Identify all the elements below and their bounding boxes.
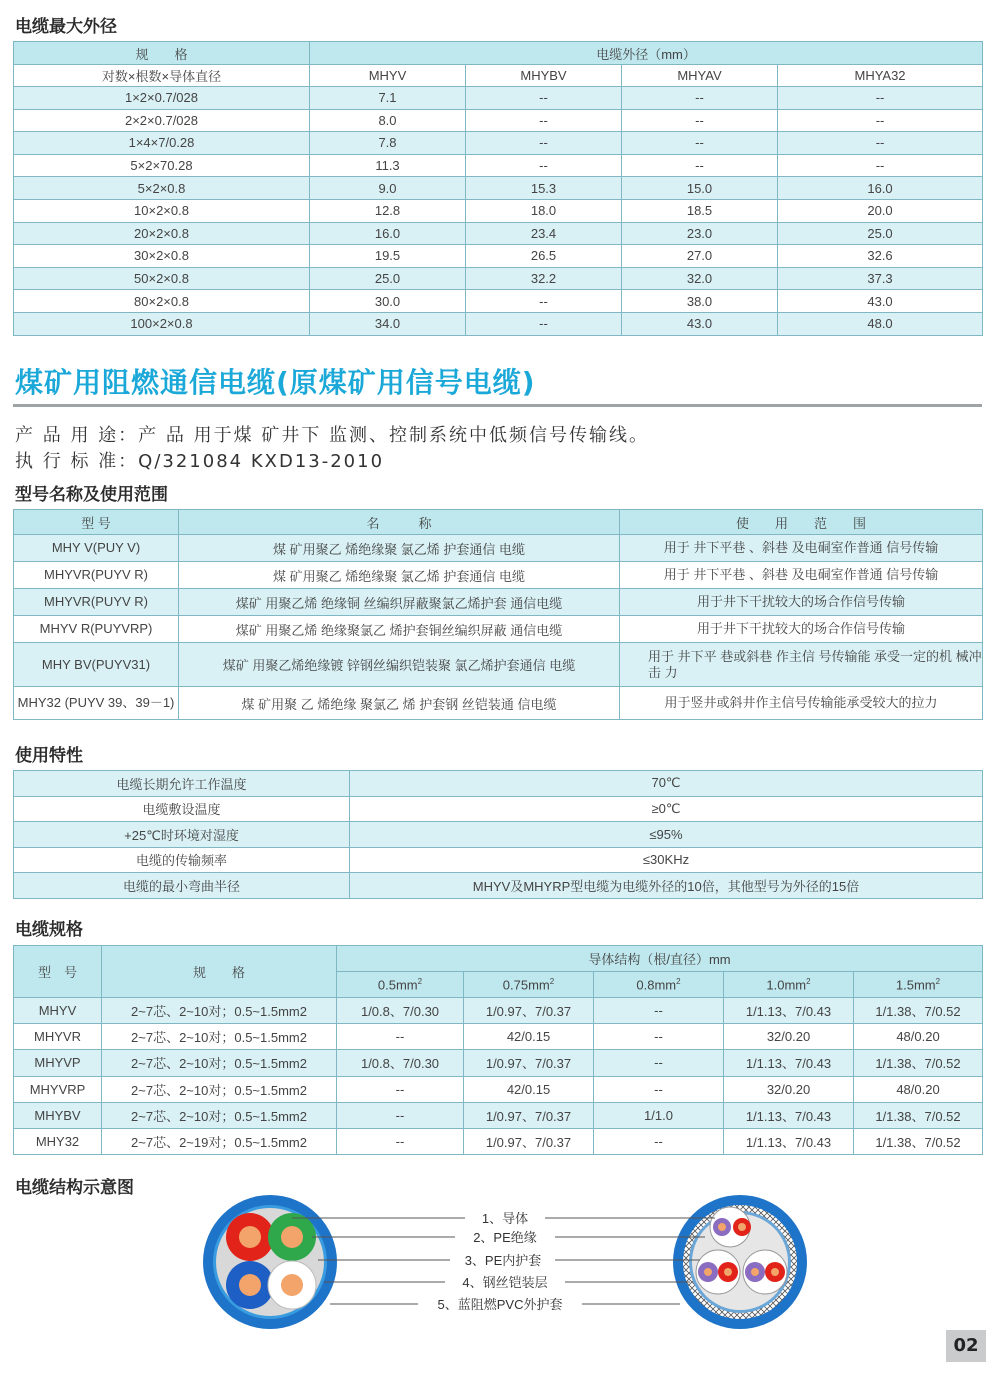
table-cell: 48/0.20 — [854, 1024, 983, 1050]
table-cell: 用于井下干扰较大的场合作信号传输 — [620, 589, 983, 616]
table-cell: -- — [622, 87, 778, 110]
table-cell: MHYVR(PUYV R) — [14, 562, 179, 589]
table-cell: 11.3 — [310, 154, 466, 177]
table-cell: 48.0 — [778, 312, 983, 335]
table-cell: 用于井下干扰较大的场合作信号传输 — [620, 616, 983, 643]
col-head: 型 号 — [14, 510, 179, 535]
table-cell: 2×2×0.7/028 — [14, 109, 310, 132]
table-cell: 1/1.13、7/0.43 — [724, 1102, 854, 1128]
table-cell: 16.0 — [778, 177, 983, 200]
table-cell: 1/0.97、7/0.37 — [464, 1050, 594, 1076]
table-cell: 8.0 — [310, 109, 466, 132]
table-row — [14, 822, 983, 848]
product-standard: 执 行 标 准：Q/321084 KXD13-2010 — [15, 451, 385, 472]
section-title-specs: 电缆规格 — [15, 920, 83, 940]
table-row — [14, 589, 983, 616]
table-cell: MHY32 (PUYV 39、39－1) — [14, 687, 179, 720]
table-cell: 1/0.97、7/0.37 — [464, 998, 594, 1024]
table-cell: MHY V(PUY V) — [14, 535, 179, 562]
table-cell: 16.0 — [310, 222, 466, 245]
table-row — [14, 132, 983, 155]
table-cell: 1/1.38、7/0.52 — [854, 1050, 983, 1076]
table-row — [14, 312, 983, 335]
characteristics-table — [13, 770, 983, 899]
table-row — [14, 1102, 983, 1128]
table-cell: 5×2×70.28 — [14, 154, 310, 177]
table-cell: 23.4 — [466, 222, 622, 245]
table-cell: 25.0 — [778, 222, 983, 245]
table-cell: +25℃时环境对湿度 — [14, 822, 350, 848]
table-cell: 用于 井下平 巷或斜巷 作主信 号传输能 承受一定的机 械冲击 力 — [620, 643, 983, 687]
table-cell: 煤矿 用聚乙烯 绝缘聚氯乙 烯护套铜丝编织屏蔽 通信电缆 — [179, 616, 620, 643]
table-row — [14, 1128, 983, 1154]
table-cell: 50×2×0.8 — [14, 267, 310, 290]
table-row — [14, 643, 983, 687]
table-cell: 煤矿 用聚乙烯绝缘镀 锌钢丝编织铠装聚 氯乙烯护套通信 电缆 — [179, 643, 620, 687]
table-row — [14, 109, 983, 132]
header-od: 电缆外径（mm） — [310, 42, 983, 65]
table-cell: 1/1.0 — [594, 1102, 724, 1128]
table-cell: 20.0 — [778, 199, 983, 222]
table-cell: 1×2×0.7/028 — [14, 87, 310, 110]
table-cell: MHYVP — [14, 1050, 102, 1076]
table-cell: 100×2×0.8 — [14, 312, 310, 335]
table-cell: 32.6 — [778, 245, 983, 268]
table-cell: 1/1.13、7/0.43 — [724, 1050, 854, 1076]
table-cell: -- — [594, 1128, 724, 1154]
table-cell: 2~7芯、2~10对；0.5~1.5mm2 — [102, 1050, 337, 1076]
table-cell: 2~7芯、2~10对；0.5~1.5mm2 — [102, 1024, 337, 1050]
page-number: 02 — [946, 1330, 986, 1362]
table-cell: 43.0 — [778, 290, 983, 313]
title-divider — [13, 404, 982, 407]
table-cell: 32/0.20 — [724, 1076, 854, 1102]
max-od-table — [13, 41, 983, 336]
table-cell: 1/0.97、7/0.37 — [464, 1102, 594, 1128]
table-cell: -- — [622, 154, 778, 177]
table-cell: 2~7芯、2~10对；0.5~1.5mm2 — [102, 1076, 337, 1102]
table-cell: -- — [594, 1076, 724, 1102]
table-cell: -- — [622, 132, 778, 155]
table-cell: 7.1 — [310, 87, 466, 110]
table-row — [14, 267, 983, 290]
table-cell: 43.0 — [622, 312, 778, 335]
table-cell: -- — [622, 109, 778, 132]
structure-label: 1、导体 — [481, 1211, 529, 1226]
col-head: 使 用 范 围 — [620, 510, 983, 535]
table-cell: 1/1.38、7/0.52 — [854, 998, 983, 1024]
table-cell: 26.5 — [466, 245, 622, 268]
table-cell: MHYBV — [14, 1102, 102, 1128]
col-head: 名 称 — [179, 510, 620, 535]
table-cell: 42/0.15 — [464, 1024, 594, 1050]
product-title: 煤矿用阻燃通信电缆(原煤矿用信号电缆) — [15, 366, 536, 399]
table-row — [14, 998, 983, 1024]
models-table — [13, 509, 983, 720]
table-cell: 15.3 — [466, 177, 622, 200]
table-cell: MHYV — [14, 998, 102, 1024]
table-cell: -- — [337, 1076, 464, 1102]
table-cell: -- — [466, 312, 622, 335]
table-cell: MHYV R(PUYVRP) — [14, 616, 179, 643]
table-cell: 38.0 — [622, 290, 778, 313]
table-cell: 27.0 — [622, 245, 778, 268]
col-head: MHYAV — [622, 65, 778, 87]
table-row — [14, 154, 983, 177]
table-cell: 48/0.20 — [854, 1076, 983, 1102]
subheader-spec: 对数×根数×导体直径 — [14, 65, 310, 87]
table-cell: 2~7芯、2~10对；0.5~1.5mm2 — [102, 998, 337, 1024]
table-cell: 用于 井下平巷 、斜巷 及电硐室作普通 信号传输 — [620, 562, 983, 589]
header-spec: 规 格 — [102, 946, 337, 998]
specs-table — [13, 945, 983, 1155]
table-row — [14, 796, 983, 822]
table-cell: 32.2 — [466, 267, 622, 290]
structure-label: 5、蓝阻燃PVC外护套 — [437, 1297, 563, 1312]
table-row — [14, 177, 983, 200]
section-title-structure: 电缆结构示意图 — [15, 1178, 134, 1198]
table-cell: 32.0 — [622, 267, 778, 290]
section-title-max-od: 电缆最大外径 — [15, 17, 117, 37]
table-cell: -- — [466, 87, 622, 110]
table-cell: 18.0 — [466, 199, 622, 222]
table-cell: 煤 矿用聚 乙 烯绝缘 聚氯乙 烯 护套钢 丝铠装通 信电缆 — [179, 687, 620, 720]
table-cell: 1/1.13、7/0.43 — [724, 1128, 854, 1154]
structure-label: 4、钢丝铠装层 — [462, 1275, 548, 1290]
table-cell: -- — [337, 1102, 464, 1128]
table-cell: 18.5 — [622, 199, 778, 222]
table-cell: MHYVR — [14, 1024, 102, 1050]
table-cell: 煤矿 用聚乙烯 绝缘铜 丝编织屏蔽聚氯乙烯护套 通信电缆 — [179, 589, 620, 616]
table-cell: -- — [778, 154, 983, 177]
col-head: MHYBV — [466, 65, 622, 87]
table-row — [14, 562, 983, 589]
table-cell: 32/0.20 — [724, 1024, 854, 1050]
table-cell: MHYV及MHYRP型电缆为电缆外径的10倍，其他型号为外径的15倍 — [350, 873, 983, 899]
product-usage: 产 品 用 途：产 品 用于煤 矿井下 监测、控制系统中低频信号传输线。 — [15, 425, 650, 446]
table-cell: 12.8 — [310, 199, 466, 222]
table-cell: 电缆的最小弯曲半径 — [14, 873, 350, 899]
table-cell: -- — [594, 1050, 724, 1076]
col-head: $1.5mm^2$ — [854, 972, 983, 998]
table-cell: 10×2×0.8 — [14, 199, 310, 222]
structure-label: 2、PE绝缘 — [473, 1230, 537, 1245]
table-cell: 2~7芯、2~10对；0.5~1.5mm2 — [102, 1102, 337, 1128]
table-cell: 25.0 — [310, 267, 466, 290]
col-head: MHYV — [310, 65, 466, 87]
table-cell: 电缆敷设温度 — [14, 796, 350, 822]
table-cell: 7.8 — [310, 132, 466, 155]
table-cell: MHYVRP — [14, 1076, 102, 1102]
table-cell: 2~7芯、2~19对；0.5~1.5mm2 — [102, 1128, 337, 1154]
table-cell: 1×4×7/0.28 — [14, 132, 310, 155]
table-row — [14, 290, 983, 313]
table-row — [14, 687, 983, 720]
table-cell: 1/0.97、7/0.37 — [464, 1128, 594, 1154]
col-head: MHYA32 — [778, 65, 983, 87]
table-cell: 42/0.15 — [464, 1076, 594, 1102]
table-cell: 电缆长期允许工作温度 — [14, 771, 350, 797]
table-cell: ≤95% — [350, 822, 983, 848]
table-cell: 煤 矿用聚乙 烯绝缘聚 氯乙烯 护套通信 电缆 — [179, 562, 620, 589]
table-cell: 20×2×0.8 — [14, 222, 310, 245]
table-cell: 1/1.38、7/0.52 — [854, 1128, 983, 1154]
table-cell: MHYVR(PUYV R) — [14, 589, 179, 616]
table-cell: MHY BV(PUYV31) — [14, 643, 179, 687]
table-row — [14, 873, 983, 899]
table-cell: 19.5 — [310, 245, 466, 268]
table-cell: -- — [337, 1024, 464, 1050]
table-cell: -- — [466, 132, 622, 155]
table-cell: 5×2×0.8 — [14, 177, 310, 200]
table-cell: 用于竖井或斜井作主信号传输能承受较大的拉力 — [620, 687, 983, 720]
table-cell: 15.0 — [622, 177, 778, 200]
table-row — [14, 847, 983, 873]
section-title-characteristics: 使用特性 — [15, 746, 83, 766]
table-cell: ≥0℃ — [350, 796, 983, 822]
section-title-models: 型号名称及使用范围 — [15, 485, 168, 505]
table-row — [14, 616, 983, 643]
table-cell: -- — [778, 87, 983, 110]
table-cell: -- — [337, 1128, 464, 1154]
table-row — [14, 222, 983, 245]
structure-label: 3、PE内护套 — [464, 1253, 542, 1268]
table-row — [14, 245, 983, 268]
header-model: 型 号 — [14, 946, 102, 998]
table-cell: 23.0 — [622, 222, 778, 245]
left-cable-section — [203, 1195, 337, 1329]
table-cell: 煤 矿用聚乙 烯绝缘聚 氯乙烯 护套通信 电缆 — [179, 535, 620, 562]
table-cell: 用于 井下平巷 、斜巷 及电硐室作普通 信号传输 — [620, 535, 983, 562]
table-cell: 1/1.38、7/0.52 — [854, 1102, 983, 1128]
table-cell: MHY32 — [14, 1128, 102, 1154]
table-cell: 70℃ — [350, 771, 983, 797]
col-head: $1.0mm^2$ — [724, 972, 854, 998]
header-spec: 规 格 — [14, 42, 310, 65]
table-cell: 1/1.13、7/0.43 — [724, 998, 854, 1024]
table-row — [14, 535, 983, 562]
table-row — [14, 771, 983, 797]
table-cell: -- — [594, 998, 724, 1024]
table-cell: 30×2×0.8 — [14, 245, 310, 268]
table-cell: -- — [778, 109, 983, 132]
table-cell: -- — [778, 132, 983, 155]
header-conductor: 导体结构（根/直径）mm — [337, 946, 983, 972]
table-cell: -- — [466, 154, 622, 177]
right-cable-section — [673, 1195, 807, 1329]
table-cell: -- — [466, 290, 622, 313]
table-cell: -- — [594, 1024, 724, 1050]
col-head: $0.5mm^2$ — [337, 972, 464, 998]
table-cell: 37.3 — [778, 267, 983, 290]
table-row — [14, 1024, 983, 1050]
col-head: $0.75mm^2$ — [464, 972, 594, 998]
table-row — [14, 1076, 983, 1102]
table-row — [14, 1050, 983, 1076]
col-head: $0.8mm^2$ — [594, 972, 724, 998]
table-row — [14, 199, 983, 222]
table-cell: 30.0 — [310, 290, 466, 313]
table-cell: -- — [466, 109, 622, 132]
table-cell: ≤30KHz — [350, 847, 983, 873]
table-cell: 34.0 — [310, 312, 466, 335]
table-cell: 9.0 — [310, 177, 466, 200]
table-cell: 80×2×0.8 — [14, 290, 310, 313]
cable-structure-diagram — [200, 1192, 810, 1332]
table-cell: 1/0.8、7/0.30 — [337, 1050, 464, 1076]
table-cell: 1/0.8、7/0.30 — [337, 998, 464, 1024]
table-row — [14, 87, 983, 110]
table-cell: 电缆的传输频率 — [14, 847, 350, 873]
